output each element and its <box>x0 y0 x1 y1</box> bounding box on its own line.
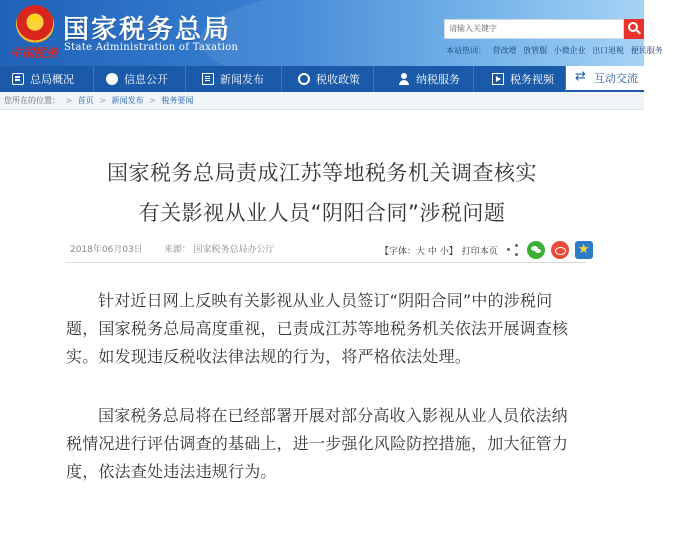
hot-word-link[interactable]: 放管服 <box>523 46 548 55</box>
qzone-share-icon[interactable]: ★ <box>575 241 593 259</box>
site-header <box>0 0 663 66</box>
article-meta <box>70 242 293 255</box>
main-nav <box>0 66 644 92</box>
video-icon <box>492 73 504 85</box>
article-paragraph-2: 国家税务总局将在已经部署开展对部分高收入影视从业人员依法纳 税情况进行评估调查的基础上，进一步强化风险防控措施，加大征管力 度，依法查处违法违规行为。 <box>66 406 569 481</box>
nav-item-overview[interactable]: 总局概况 <box>0 66 94 92</box>
hot-word-link[interactable]: 小微企业 <box>553 46 586 55</box>
list-icon <box>12 73 24 85</box>
hot-word-link[interactable]: 出口退税 <box>592 46 625 55</box>
search-input[interactable]: 请输入关键字 <box>444 19 624 39</box>
person-icon <box>398 73 410 85</box>
hot-words-label: 本站热词： <box>446 46 486 55</box>
search-button[interactable] <box>624 19 644 39</box>
article-tools <box>380 241 596 259</box>
chat-icon <box>106 73 118 85</box>
site-title-en: State Administration of Taxation <box>64 42 239 53</box>
breadcrumb: 您所在的位置： > 首页 > 新闻发布 > 税务要闻 <box>0 92 644 110</box>
font-size-control[interactable]: 【字体：大 中 小】 <box>380 246 458 257</box>
print-button[interactable]: 打印本页 <box>461 246 498 257</box>
article-date: 2018年06月03日 <box>70 245 143 255</box>
breadcrumb-prefix: 您所在的位置： <box>4 96 60 105</box>
breadcrumb-home[interactable]: 首页 <box>77 96 94 105</box>
meta-divider <box>66 262 586 263</box>
site-title[interactable]: 国家税务总局 <box>63 15 232 45</box>
wechat-share-icon[interactable] <box>527 241 545 259</box>
nav-item-tax-policy[interactable]: 税收政策 <box>282 66 374 92</box>
article-source: 来源： 国家税务总局办公厅 <box>163 245 275 255</box>
nav-item-news[interactable]: 新闻发布 <box>186 66 282 92</box>
nav-item-tax-video[interactable]: 税务视频 <box>474 66 566 92</box>
breadcrumb-news[interactable]: 新闻发布 <box>111 96 144 105</box>
coin-icon <box>298 73 310 85</box>
share-icon[interactable] <box>506 243 520 257</box>
breadcrumb-tax-news[interactable]: 税务要闻 <box>161 96 194 105</box>
nav-item-info-disclosure[interactable]: 信息公开 <box>94 66 186 92</box>
nav-item-interaction[interactable]: ⇄ 互动交流 <box>566 66 644 92</box>
script-logo: 中国税务 <box>10 46 59 60</box>
hot-word-link[interactable]: 便民服务 <box>630 46 663 55</box>
emblem-star-icon: ★ <box>29 11 40 25</box>
doc-icon <box>202 73 214 85</box>
weibo-share-icon[interactable] <box>551 241 569 259</box>
article-title-line1: 国家税务总局责成江苏等地税务机关调查核实 <box>107 161 537 185</box>
nav-item-taxpayer-service[interactable]: 纳税服务 <box>374 66 474 92</box>
article-paragraph-1: 针对近日网上反映有关影视从业人员签订“阴阳合同”中的涉税问 题，国家税务总局高度重视，已责成江苏等地税务机关依法开展调查核 实。如发现违反税收法律法规的行为，将严格依法处理。 <box>66 291 569 366</box>
hot-words <box>446 45 667 56</box>
hot-word-link[interactable]: 营改增 <box>492 46 517 55</box>
article-title-line2: 有关影视从业人员“阴阳合同”涉税问题 <box>138 201 506 225</box>
exchange-icon <box>576 72 588 84</box>
